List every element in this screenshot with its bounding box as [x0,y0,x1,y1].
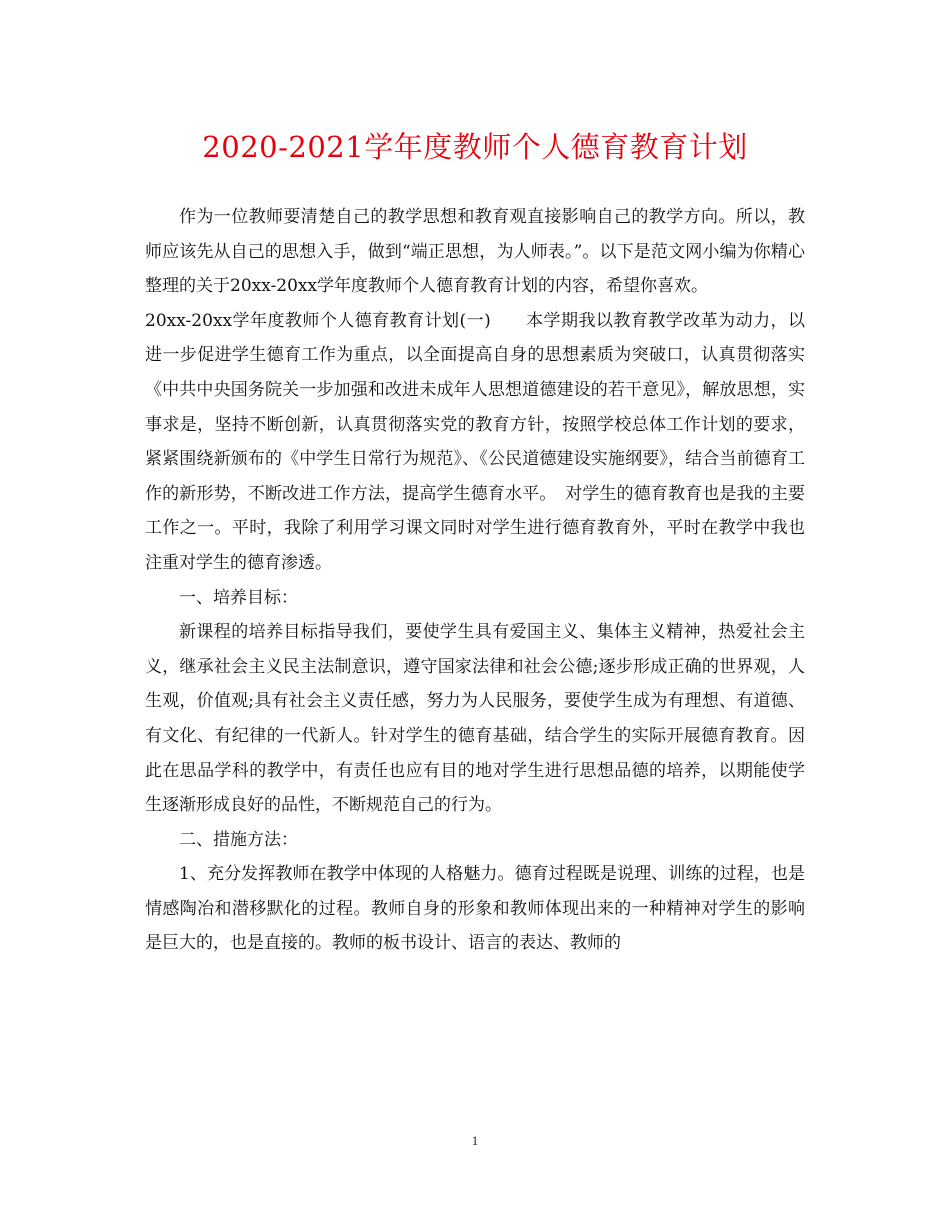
goals-paragraph: 新课程的培养目标指导我们，要使学生具有爱国主义、集体主义精神，热爱社会主义，继承社会主义民主法制意识，遵守国家法律和社会公德;逐步形成正确的世界观，人生观，价值观;具有社会主义责任感，努力为人民服务，要使学生成为有理想、有道德、有文化、有纪律的一代新人。针对学生的德育基础，结合学生的实际开展德育教育。因此在思品学科的教学中，有责任也应有目的地对学生进行思想品德的培养，以期能使学生逐渐形成良好的品性，不断规范自己的行为。 [145,622,805,816]
methods-paragraph: 1、充分发挥教师在教学中体现的人格魅力。德育过程既是说理、训练的过程，也是情感陶冶和潜移默化的过程。教师自身的形象和教师体现出来的一种精神对学生的影响是巨大的，也是直接的。教师的板书设计、语言的表达、教师的 [145,864,805,954]
section-heading-goals: 一、培养目标： [179,587,298,608]
document-title: 2020-2021学年度教师个人德育教育计划 [202,130,748,164]
page-number: 1 [471,1133,479,1148]
document-body [145,200,805,961]
plan-one-paragraph: 20xx-20xx学年度教师个人德育教育计划(一) 本学期我以教育教学改革为动力，以进一步促进学生德育工作为重点，以全面提高自身的思想素质为突破口，认真贯彻落实《中共中央国务院关一步加强和改进未成年人思想道德建设的若干意见》，解放思想，实事求是，坚持不断创新，认真贯彻落实党的教育方针，按照学校总体工作计划的要求，紧紧围绕新颁布的《中学生日常行为规范》、《公民道德建设实施纲要》，结合当前德育工作的新形势，不断改进工作方法，提高学生德育水平。 对学生的德育教育也是我的主要工作之一。平时，我除了利用学习课文同时对学生进行德育教育外，平时在教学中我也注重对学生的德育渗透。 [145,310,805,573]
intro-paragraph: 作为一位教师要清楚自己的教学思想和教育观直接影响自己的教学方向。所以，教师应该先从自己的思想入手，做到“端正思想，为人师表。”。以下是范文网小编为你精心整理的关于20xx-20xx学年度教师个人德育教育计划的内容，希望你喜欢。 [145,207,805,297]
section-heading-methods: 二、措施方法： [179,829,298,850]
